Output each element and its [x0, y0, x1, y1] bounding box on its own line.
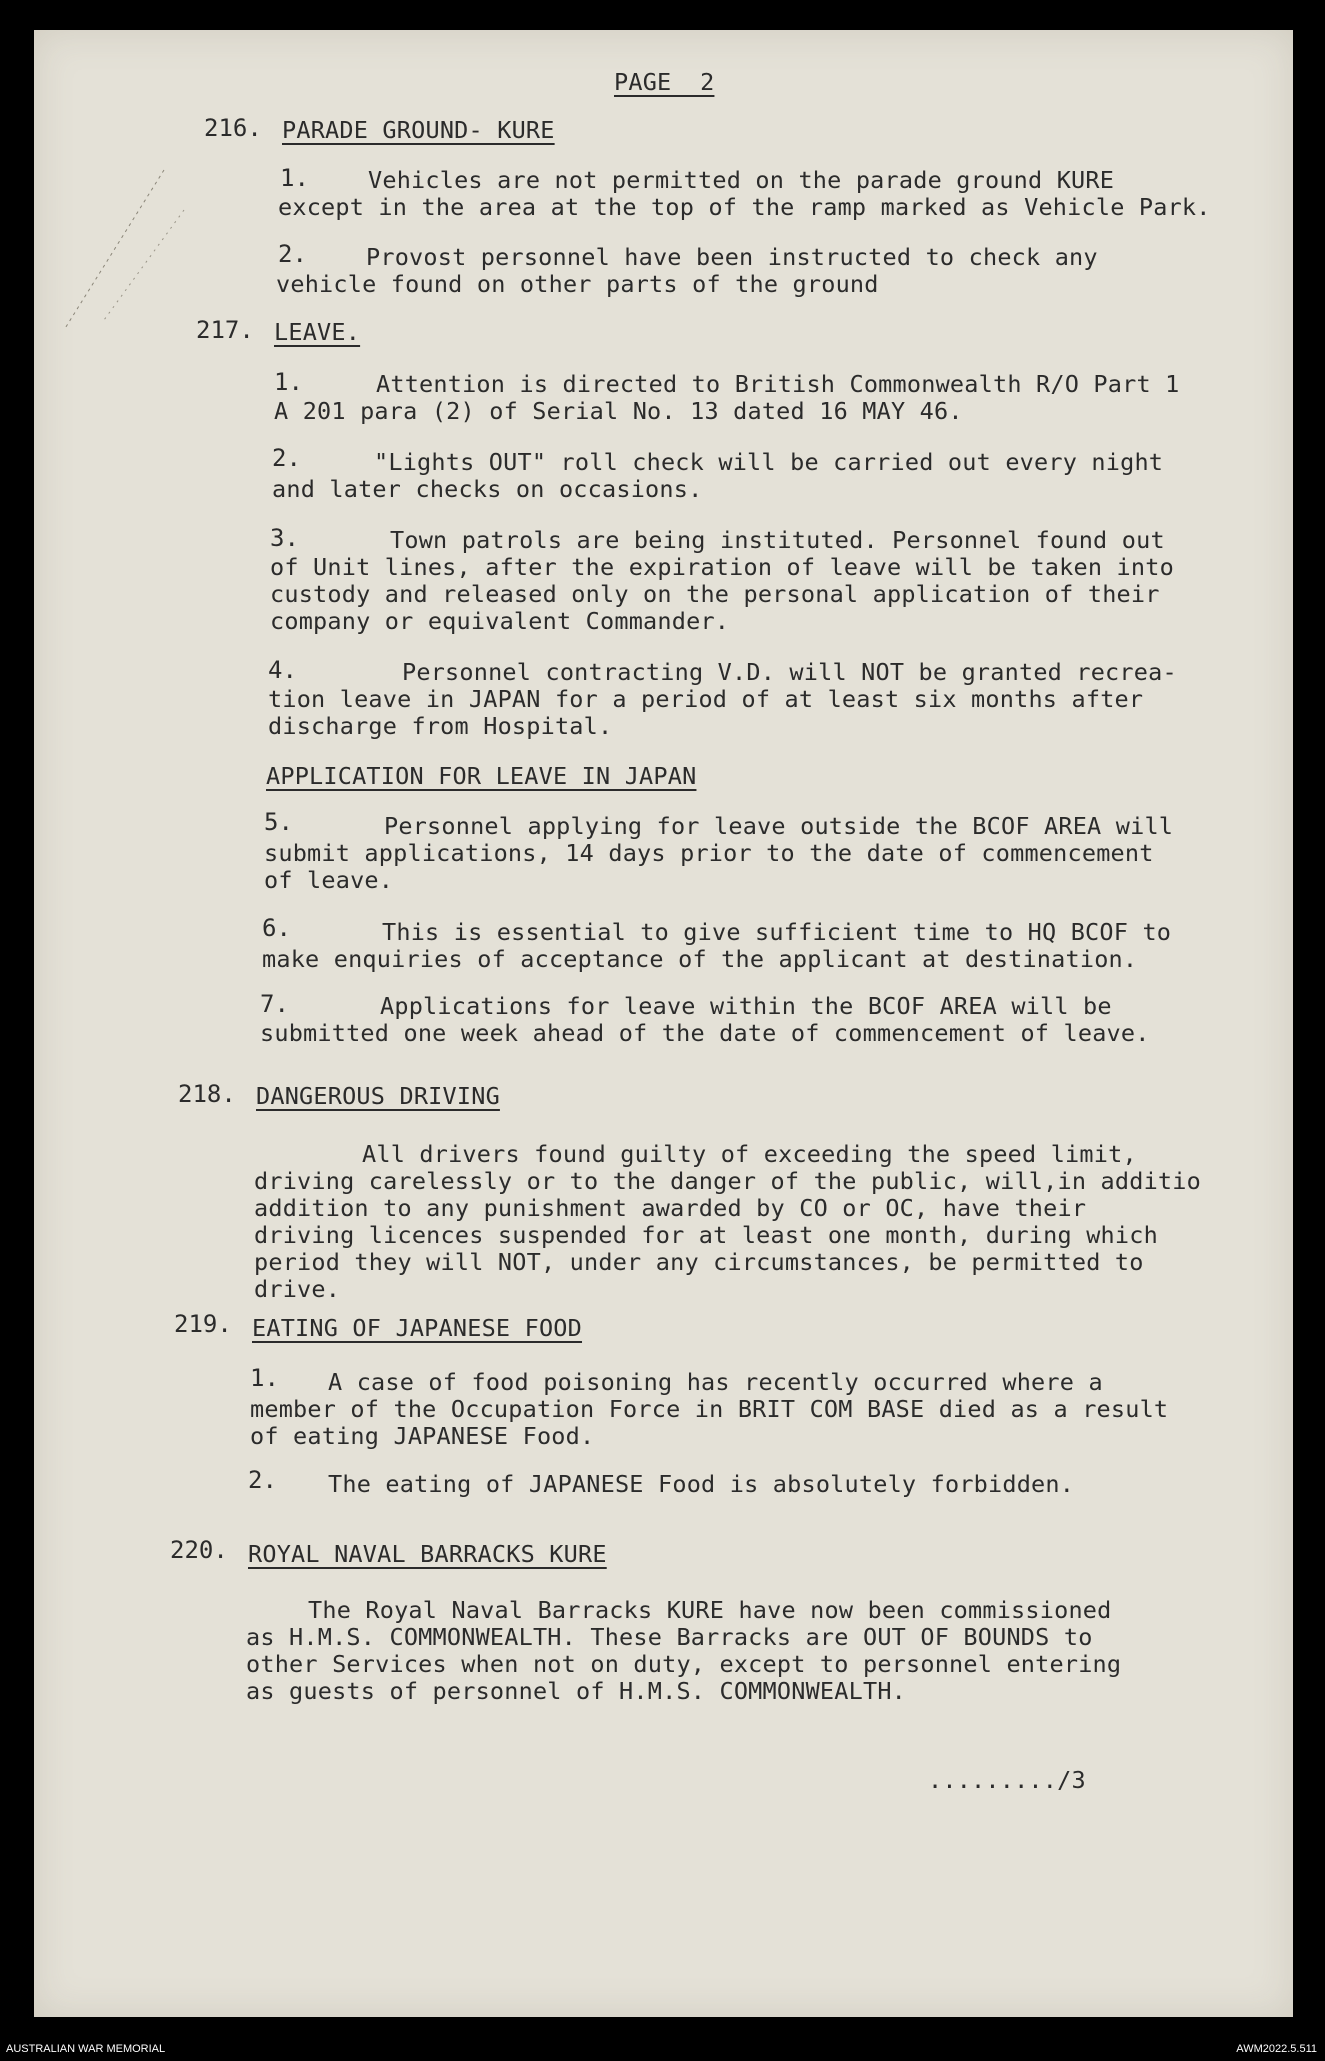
- section-217-para-3-line-1: Town patrols are being instituted. Personnel found out: [390, 526, 1165, 554]
- section-219-number: 219.: [174, 1310, 232, 1338]
- section-217-para-3-line-3: custody and released only on the personal application of their: [270, 580, 1160, 608]
- section-216-para-1-number: 1.: [280, 164, 309, 192]
- section-219-para-1-number: 1.: [250, 1364, 279, 1392]
- section-217-para-6-line-2: make enquiries of acceptance of the applicant at destination.: [262, 945, 1138, 973]
- section-220-number: 220.: [170, 1536, 228, 1564]
- section-217-para-5-line-3: of leave.: [264, 866, 394, 894]
- section-216-para-2-number: 2.: [278, 240, 307, 268]
- section-218-line-1: All drivers found guilty of exceeding the speed limit,: [362, 1140, 1137, 1168]
- section-217-para-1-line-2: A 201 para (2) of Serial No. 13 dated 16 MAY 46.: [274, 397, 963, 425]
- section-216-number: 216.: [204, 114, 262, 142]
- footer-institution: AUSTRALIAN WAR MEMORIAL: [6, 2043, 166, 2055]
- section-217-para-3-number: 3.: [270, 524, 299, 552]
- section-217-para-7-line-1: Applications for leave within the BCOF AREA will be: [380, 992, 1112, 1020]
- section-217-para-1-number: 1.: [274, 368, 303, 396]
- section-218-line-6: drive.: [254, 1275, 341, 1303]
- section-218-line-4: driving licences suspended for at least one month, during which: [254, 1221, 1158, 1249]
- section-217-para-2-number: 2.: [272, 444, 301, 472]
- section-217-para-5-line-2: submit applications, 14 days prior to the date of commencement: [264, 839, 1154, 867]
- section-216-para-2-line-2: vehicle found on other parts of the ground: [276, 270, 879, 298]
- section-217-number: 217.: [196, 316, 254, 344]
- footer-reference: AWM2022.5.511: [1236, 2043, 1317, 2055]
- section-217-para-7-number: 7.: [260, 990, 289, 1018]
- section-219-para-1-line-1: A case of food poisoning has recently occurred where a: [328, 1368, 1103, 1396]
- section-218-heading: DANGEROUS DRIVING: [256, 1082, 500, 1110]
- section-217-para-6-line-1: This is essential to give sufficient time to HQ BCOF to: [382, 918, 1172, 946]
- section-217-para-4-line-1: Personnel contracting V.D. will NOT be granted recrea-: [402, 658, 1177, 686]
- continuation-marker: ........./3: [928, 1766, 1086, 1794]
- section-216-heading: PARADE GROUND- KURE: [282, 116, 555, 144]
- section-218-line-5: period they will NOT, under any circumstances, be permitted to: [254, 1248, 1144, 1276]
- section-219-para-2-number: 2.: [248, 1466, 277, 1494]
- section-217-para-4-number: 4.: [268, 656, 297, 684]
- section-220-line-2: as H.M.S. COMMONWEALTH. These Barracks are OUT OF BOUNDS to: [246, 1623, 1093, 1651]
- section-218-number: 218.: [178, 1080, 236, 1108]
- section-217-para-5-number: 5.: [264, 808, 293, 836]
- section-217-para-4-line-3: discharge from Hospital.: [268, 712, 613, 740]
- margin-pencil-marks: [44, 150, 194, 350]
- section-217-para-6-number: 6.: [262, 914, 291, 942]
- page-header: PAGE 2: [614, 68, 715, 96]
- section-219-para-2-line-1: The eating of JAPANESE Food is absolutely forbidden.: [328, 1470, 1075, 1498]
- section-216-para-1-line-1: Vehicles are not permitted on the parade ground KURE: [368, 166, 1115, 194]
- section-217-para-2-line-1: "Lights OUT" roll check will be carried out every night: [374, 448, 1164, 476]
- section-216-para-2-line-1: Provost personnel have been instructed to check any: [366, 243, 1098, 271]
- section-220-line-3: other Services when not on duty, except to personnel entering: [246, 1650, 1122, 1678]
- section-218-line-2: driving carelessly or to the danger of the public, will,in additio: [254, 1167, 1201, 1195]
- section-218-line-3: addition to any punishment awarded by CO or OC, have their: [254, 1194, 1087, 1222]
- section-219-heading: EATING OF JAPANESE FOOD: [252, 1314, 583, 1342]
- section-217-heading: LEAVE.: [274, 318, 361, 346]
- section-219-para-1-line-2: member of the Occupation Force in BRIT COM BASE died as a result: [250, 1395, 1169, 1423]
- section-217-para-2-line-2: and later checks on occasions.: [272, 475, 703, 503]
- section-217-para-5-line-1: Personnel applying for leave outside the BCOF AREA will: [384, 812, 1174, 840]
- section-217-para-7-line-2: submitted one week ahead of the date of commencement of leave.: [260, 1019, 1150, 1047]
- section-220-heading: ROYAL NAVAL BARRACKS KURE: [248, 1540, 607, 1568]
- subheading-application-leave: APPLICATION FOR LEAVE IN JAPAN: [266, 762, 697, 790]
- section-220-line-4: as guests of personnel of H.M.S. COMMONWEALTH.: [246, 1677, 907, 1705]
- section-217-para-3-line-4: company or equivalent Commander.: [270, 607, 730, 635]
- document-page: [34, 30, 1293, 2017]
- section-217-para-4-line-2: tion leave in JAPAN for a period of at least six months after: [268, 685, 1144, 713]
- section-219-para-1-line-3: of eating JAPANESE Food.: [250, 1422, 595, 1450]
- section-217-para-1-line-1: Attention is directed to British Commonwealth R/O Part 1: [376, 370, 1180, 398]
- section-216-para-1-line-2: except in the area at the top of the ramp marked as Vehicle Park.: [278, 193, 1211, 221]
- section-220-line-1: The Royal Naval Barracks KURE have now been commissioned: [308, 1596, 1112, 1624]
- section-217-para-3-line-2: of Unit lines, after the expiration of leave will be taken into: [270, 553, 1174, 581]
